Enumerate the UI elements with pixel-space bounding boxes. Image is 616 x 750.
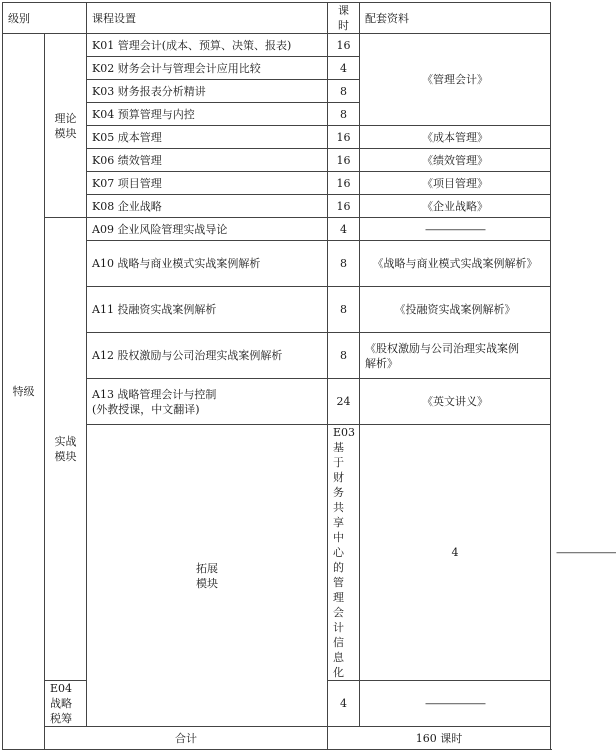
level-cell: 特级: [3, 34, 45, 750]
course-cell: K01 管理会计(成本、预算、决策、报表): [87, 34, 328, 57]
material-cell: 《投融资实战案例解析》: [360, 287, 551, 333]
course-cell: [87, 379, 328, 425]
hours-cell: 4: [328, 57, 360, 80]
material-cell: 《英文讲义》: [360, 379, 551, 425]
course-line2: (外教授课，中文翻译): [92, 402, 200, 416]
material-cell: 《战略与商业模式实战案例解析》: [360, 241, 551, 287]
hours-cell: 8: [328, 80, 360, 103]
total-row: [3, 727, 551, 750]
material-line1: 《股权激励与公司治理实战案例: [365, 341, 519, 355]
material-cell: ——————: [360, 218, 551, 241]
course-cell: K05 成本管理: [87, 126, 328, 149]
course-cell: A11 投融资实战案例解析: [87, 287, 328, 333]
module-theory: [45, 34, 87, 218]
hours-cell: 16: [328, 34, 360, 57]
course-cell: A09 企业风险管理实战导论: [87, 218, 328, 241]
course-cell: K04 预算管理与内控: [87, 103, 328, 126]
module-extension: [87, 425, 328, 727]
hours-cell: 8: [328, 241, 360, 287]
table-row: [3, 34, 551, 57]
hours-cell: 4: [328, 218, 360, 241]
module-practice-line2: 模块: [54, 450, 77, 463]
course-cell: E03 基于财务共享中心的管理会计信息化: [328, 425, 360, 681]
module-practice-line1: 实战: [54, 435, 77, 448]
header-material: 配套资料: [360, 3, 551, 34]
course-cell: A12 股权激励与公司治理实战案例解析: [87, 333, 328, 379]
material-cell: 《成本管理》: [360, 126, 551, 149]
material-cell: 《企业战略》: [360, 195, 551, 218]
material-cell-management-accounting: 《管理会计》: [360, 34, 551, 126]
module-extension-line2: 模块: [196, 576, 218, 590]
material-line2: 解析》: [365, 356, 398, 370]
course-cell: K08 企业战略: [87, 195, 328, 218]
material-cell: ——————: [360, 681, 551, 727]
course-line1: A13 战略管理会计与控制: [92, 387, 217, 401]
total-label: 合计: [45, 727, 328, 750]
table-row: 拓展 模块 E03 基于财务共享中心的管理会计信息化 4 ——————: [3, 425, 551, 681]
material-cell: 《项目管理》: [360, 172, 551, 195]
table-row: [3, 218, 551, 241]
hours-cell: 4: [328, 681, 360, 727]
header-hours: 课时: [328, 3, 360, 34]
course-cell: K02 财务会计与管理会计应用比较: [87, 57, 328, 80]
hours-cell: 8: [328, 103, 360, 126]
hours-cell: 16: [328, 195, 360, 218]
module-practice: [45, 218, 87, 681]
course-cell: K03 财务报表分析精讲: [87, 80, 328, 103]
material-cell: [360, 333, 551, 379]
hours-cell: 4: [360, 425, 551, 681]
material-cell: 《绩效管理》: [360, 149, 551, 172]
table-header-row: [3, 3, 551, 34]
total-value: 160 课时: [328, 727, 551, 750]
hours-cell: 16: [328, 149, 360, 172]
header-course: 课程设置: [87, 3, 328, 34]
course-table: [2, 2, 616, 750]
hours-cell: 16: [328, 172, 360, 195]
hours-cell: 16: [328, 126, 360, 149]
module-theory-line1: 理论: [54, 111, 77, 125]
course-cell: K06 绩效管理: [87, 149, 328, 172]
hours-cell: 24: [328, 379, 360, 425]
header-level: 级别: [3, 3, 87, 34]
course-cell: E04 战略税筹: [45, 681, 87, 727]
hours-cell: 8: [328, 333, 360, 379]
module-extension-line1: 拓展: [196, 561, 218, 575]
hours-cell: 8: [328, 287, 360, 333]
module-theory-line2: 模块: [54, 126, 77, 140]
course-cell: K07 项目管理: [87, 172, 328, 195]
course-cell: A10 战略与商业模式实战案例解析: [87, 241, 328, 287]
